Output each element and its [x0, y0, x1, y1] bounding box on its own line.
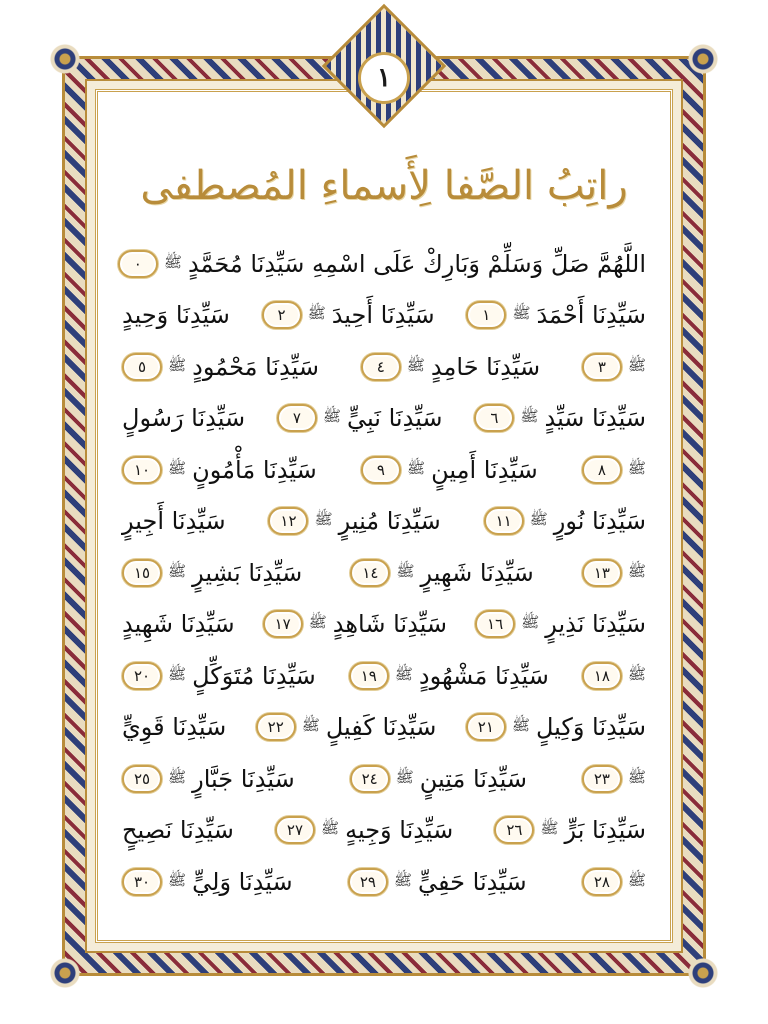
name-text: سَيِّدِنَا شَهِيرٍ: [420, 558, 534, 587]
name-text: سَيِّدِنَا أَحِيدَ: [331, 301, 435, 330]
honorific-icon: ﷺ: [168, 458, 187, 477]
verse-number-medallion: ١٩: [349, 662, 389, 690]
name-text: اللَّهُمَّ صَلِّ وَسَلِّمْ وَبَارِكْ عَلَى اسْمِهِ سَيِّدِنَا مُحَمَّدٍ: [187, 249, 646, 278]
verse-number-medallion: ٥: [122, 353, 162, 381]
name-entry: [122, 816, 234, 844]
honorific-icon: ﷺ: [307, 304, 326, 323]
honorific-icon: ﷺ: [301, 716, 320, 735]
name-text: سَيِّدِنَا أَمِينٍ: [431, 455, 538, 484]
verse-number-medallion: ٢٩: [348, 868, 388, 896]
name-text: سَيِّدِنَا مَتِينٍ: [419, 764, 527, 793]
name-text: سَيِّدِنَا شَهِيدٍ: [122, 610, 235, 639]
name-text: سَيِّدِنَا وَجِيهٍ: [345, 816, 454, 845]
honorific-icon: ﷺ: [322, 407, 342, 426]
name-entry: [348, 868, 527, 896]
verse-number-medallion: ١٥: [122, 559, 162, 587]
text-line: [122, 753, 646, 805]
verse-number-medallion: ٠: [118, 250, 158, 278]
corner-rosette-icon: [50, 44, 80, 74]
name-entry: [484, 507, 646, 535]
verse-number-medallion: ١٣: [582, 559, 622, 587]
name-text: سَيِّدِنَا مُنِيرٍ: [338, 507, 441, 536]
verse-number-medallion: ٢: [262, 301, 302, 329]
name-entry: [361, 456, 538, 484]
honorific-icon: ﷺ: [168, 767, 187, 786]
text-line: [122, 393, 646, 445]
honorific-icon: ﷺ: [168, 355, 187, 374]
name-text: سَيِّدِنَا بَرٍّ: [564, 816, 646, 845]
text-line: [122, 702, 646, 754]
name-text: سَيِّدِنَا كَفِيلٍ: [325, 713, 437, 742]
honorific-icon: ﷺ: [627, 664, 646, 683]
verse-number-medallion: ١٤: [350, 559, 390, 587]
verse-number-medallion: ٣٠: [122, 868, 162, 896]
honorific-icon: ﷺ: [406, 355, 425, 374]
honorific-icon: ﷺ: [627, 458, 646, 477]
verse-number-medallion: ٢٠: [122, 662, 162, 690]
name-entry: [277, 404, 443, 432]
name-entry: [475, 610, 646, 638]
text-line: [122, 341, 646, 393]
verse-number-medallion: ٤: [361, 353, 401, 381]
name-text: سَيِّدِنَا نَصِيحٍ: [122, 816, 234, 845]
text-line: [122, 238, 646, 290]
text-line: [122, 599, 646, 651]
verse-number-medallion: ١٨: [582, 662, 622, 690]
name-entry: [262, 301, 435, 329]
name-text: سَيِّدِنَا نَذِيرٍ: [545, 610, 646, 639]
name-text: سَيِّدِنَا جَبَّارٍ: [192, 764, 295, 793]
name-text: سَيِّدِنَا بَشِيرٍ: [192, 558, 303, 587]
verse-number-medallion: ٢٧: [275, 816, 315, 844]
honorific-icon: ﷺ: [314, 510, 333, 529]
names-list: [122, 238, 646, 908]
honorific-icon: ﷺ: [512, 304, 531, 323]
name-entry: [122, 662, 316, 690]
name-entry: [118, 250, 646, 278]
text-line: [122, 496, 646, 548]
page-number: ١: [358, 52, 410, 104]
name-entry: [268, 507, 440, 535]
honorific-icon: ﷺ: [308, 613, 327, 632]
name-entry: [122, 713, 226, 741]
name-text: سَيِّدِنَا حَفِيٍّ: [418, 867, 527, 896]
name-entry: [361, 353, 540, 381]
name-entry: [256, 713, 437, 741]
name-entry: [582, 662, 646, 690]
name-entry: [122, 868, 293, 896]
verse-number-medallion: ٢٣: [582, 765, 622, 793]
name-text: سَيِّدِنَا مَأْمُونٍ: [192, 455, 317, 484]
name-text: سَيِّدِنَا شَاهِدٍ: [332, 610, 448, 639]
name-text: سَيِّدِنَا وَلِيٍّ: [192, 867, 293, 896]
name-entry: [349, 662, 549, 690]
honorific-icon: ﷺ: [627, 767, 646, 786]
verse-number-medallion: ١٠: [122, 456, 162, 484]
verse-number-medallion: ١١: [484, 507, 524, 535]
name-entry: [263, 610, 447, 638]
honorific-icon: ﷺ: [540, 819, 559, 838]
name-text: سَيِّدِنَا قَوِيٍّ: [122, 713, 227, 742]
honorific-icon: ﷺ: [627, 561, 646, 580]
name-text: سَيِّدِنَا سَيِّدٍ: [544, 404, 646, 433]
honorific-icon: ﷺ: [320, 819, 340, 838]
corner-rosette-icon: [50, 958, 80, 988]
corner-rosette-icon: [688, 958, 718, 988]
name-entry: [122, 507, 226, 535]
verse-number-medallion: ٧: [277, 404, 317, 432]
honorific-icon: ﷺ: [163, 252, 182, 271]
name-entry: [494, 816, 646, 844]
name-text: سَيِّدِنَا وَكِيلٍ: [535, 713, 646, 742]
name-text: سَيِّدِنَا أَجِيرٍ: [122, 507, 226, 536]
name-entry: [474, 404, 646, 432]
verse-number-medallion: ١٦: [475, 610, 515, 638]
name-text: سَيِّدِنَا حَامِدٍ: [430, 352, 541, 381]
text-line: [122, 444, 646, 496]
text-line: [122, 290, 646, 342]
honorific-icon: ﷺ: [627, 870, 646, 889]
name-text: سَيِّدِنَا رَسُولٍ: [122, 404, 246, 433]
honorific-icon: ﷺ: [168, 561, 187, 580]
name-text: سَيِّدِنَا أَحْمَدَ: [536, 301, 646, 330]
name-entry: [350, 765, 527, 793]
honorific-icon: ﷺ: [511, 716, 530, 735]
name-entry: [122, 301, 230, 329]
verse-number-medallion: ٦: [474, 404, 514, 432]
name-entry: [122, 765, 295, 793]
name-entry: [582, 765, 646, 793]
honorific-icon: ﷺ: [168, 664, 187, 683]
text-line: [122, 856, 646, 908]
text-line: [122, 650, 646, 702]
name-entry: [582, 559, 646, 587]
name-entry: [122, 353, 319, 381]
text-line: [122, 805, 646, 857]
honorific-icon: ﷺ: [627, 355, 646, 374]
verse-number-medallion: ٢٨: [582, 868, 622, 896]
verse-number-medallion: ١٧: [263, 610, 303, 638]
verse-number-medallion: ٢٥: [122, 765, 162, 793]
verse-number-medallion: ١٢: [268, 507, 308, 535]
name-entry: [582, 456, 646, 484]
name-entry: [582, 868, 646, 896]
verse-number-medallion: ١: [466, 301, 506, 329]
honorific-icon: ﷺ: [406, 458, 426, 477]
name-text: سَيِّدِنَا نُورٍ: [553, 507, 646, 536]
verse-number-medallion: ٩: [361, 456, 401, 484]
honorific-icon: ﷺ: [395, 767, 414, 786]
honorific-icon: ﷺ: [521, 613, 540, 632]
honorific-icon: ﷺ: [520, 407, 539, 426]
verse-number-medallion: ٢٢: [256, 713, 296, 741]
honorific-icon: ﷺ: [393, 870, 413, 889]
verse-number-medallion: ٢٦: [494, 816, 534, 844]
verse-number-medallion: ٨: [582, 456, 622, 484]
name-entry: [350, 559, 533, 587]
name-text: سَيِّدِنَا مَشْهُودٍ: [418, 661, 549, 690]
name-entry: [122, 456, 317, 484]
name-text: سَيِّدِنَا نَبِيٍّ: [347, 404, 443, 433]
honorific-icon: ﷺ: [168, 870, 187, 889]
honorific-icon: ﷺ: [529, 510, 548, 529]
name-entry: [122, 404, 245, 432]
verse-number-medallion: ٢١: [466, 713, 506, 741]
name-entry: [275, 816, 453, 844]
name-entry: [466, 713, 646, 741]
name-entry: [466, 301, 646, 329]
text-line: [122, 547, 646, 599]
name-entry: [582, 353, 646, 381]
name-text: سَيِّدِنَا وَحِيدٍ: [122, 301, 230, 330]
corner-rosette-icon: [688, 44, 718, 74]
name-entry: [122, 610, 235, 638]
page-title: راتِبُ الصَّفا لِأَسماءِ المُصطفى: [140, 163, 628, 209]
name-text: سَيِّدِنَا مَحْمُودٍ: [192, 352, 320, 381]
verse-number-medallion: ٣: [582, 353, 622, 381]
name-text: سَيِّدِنَا مُتَوَكِّلٍ: [192, 661, 316, 690]
honorific-icon: ﷺ: [394, 664, 413, 683]
verse-number-medallion: ٢٤: [350, 765, 390, 793]
honorific-icon: ﷺ: [396, 561, 415, 580]
name-entry: [122, 559, 302, 587]
